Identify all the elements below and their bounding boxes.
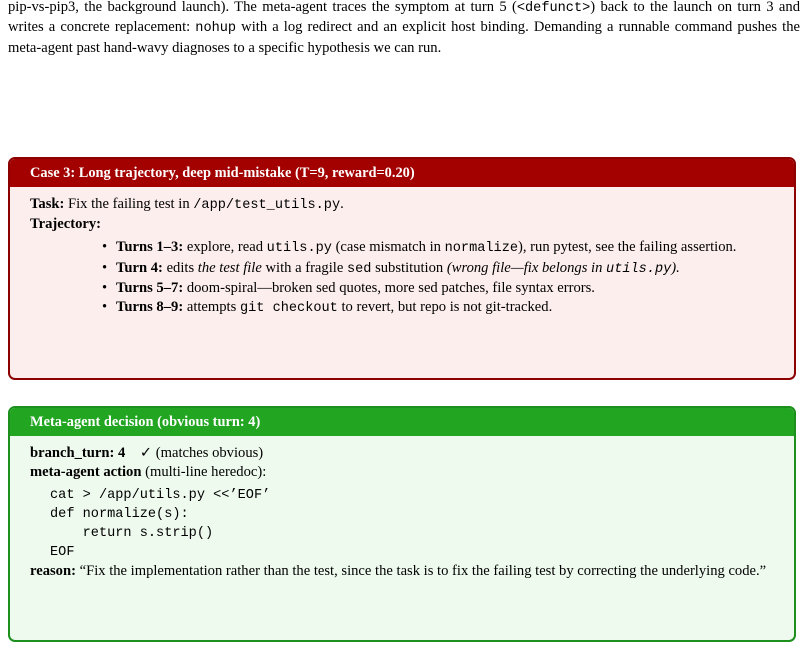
trajectory-item-label: Turns 5–7:: [116, 279, 184, 296]
code-line: def normalize(s):: [50, 507, 189, 523]
intro-paragraph: [8, 0, 800, 58]
check-icon: ✓: [139, 445, 153, 461]
trajectory-item-label: Turns 1–3:: [116, 239, 184, 256]
trajectory-item: • Turn 4: edits the test file with a fragile sed substitution (wrong file—fix belongs in utils.py).: [102, 259, 774, 279]
branch-label: branch_turn: 4: [30, 445, 126, 461]
trajectory-list: [30, 238, 774, 318]
trajectory-item-label: Turn 4:: [116, 259, 163, 276]
trajectory-item: • Turns 1–3: explore, read utils.py (case mismatch in normalize), run pytest, see the failing assertion.: [102, 238, 774, 258]
trajectory-item: • Turns 5–7: doom-spiral—broken sed quotes, more sed patches, file syntax errors.: [102, 279, 774, 298]
code-block: [50, 486, 774, 562]
case-body: [10, 187, 794, 328]
reason-line: reason: “Fix the implementation rather than the test, since the task is to fix the failing test by correcting the underlying code.”: [30, 563, 767, 580]
meta-box: [8, 406, 796, 642]
case-title: Case 3: Long trajectory, deep mid-mistake (T=9, reward=0.20): [10, 159, 794, 187]
trajectory-item-label: Turns 8–9:: [116, 299, 184, 316]
task-code: /app/test_utils.py: [193, 198, 341, 213]
code-line: cat > /app/utils.py <<’EOF’: [50, 488, 271, 504]
intro-code-defunct: <defunct>: [516, 1, 591, 16]
task-line: Task: Fix the failing test in /app/test_utils.py.: [30, 196, 344, 213]
meta-body: [10, 436, 794, 592]
trajectory-label: Trajectory:: [30, 216, 102, 233]
action-line: meta-agent action (multi-line heredoc):: [30, 464, 267, 481]
intro-text: pip-vs-pip3, the background launch). The meta-agent traces the symptom at turn 5 (<defunct>) back to the launch on turn 3 and writes a concrete replacement: nohup with a log redirect and an explicit host binding. Demanding a runnable command pushes the meta-agent past hand-wavy diagnoses to a specific hypothesis we can run.: [8, 0, 801, 56]
action-label: meta-agent action: [30, 464, 142, 481]
code-line: EOF: [50, 545, 75, 561]
meta-title: Meta-agent decision (obvious turn: 4): [10, 408, 794, 436]
task-label: Task:: [30, 196, 65, 212]
trajectory-item: • Turns 8–9: attempts git checkout to revert, but repo is not git-tracked.: [102, 298, 774, 318]
intro-code-nohup: nohup: [195, 21, 237, 37]
case-box: [8, 157, 796, 380]
branch-line: branch_turn: 4 ✓ (matches obvious): [30, 445, 264, 461]
reason-label: reason:: [30, 563, 76, 580]
code-line: return s.strip(): [50, 526, 214, 542]
